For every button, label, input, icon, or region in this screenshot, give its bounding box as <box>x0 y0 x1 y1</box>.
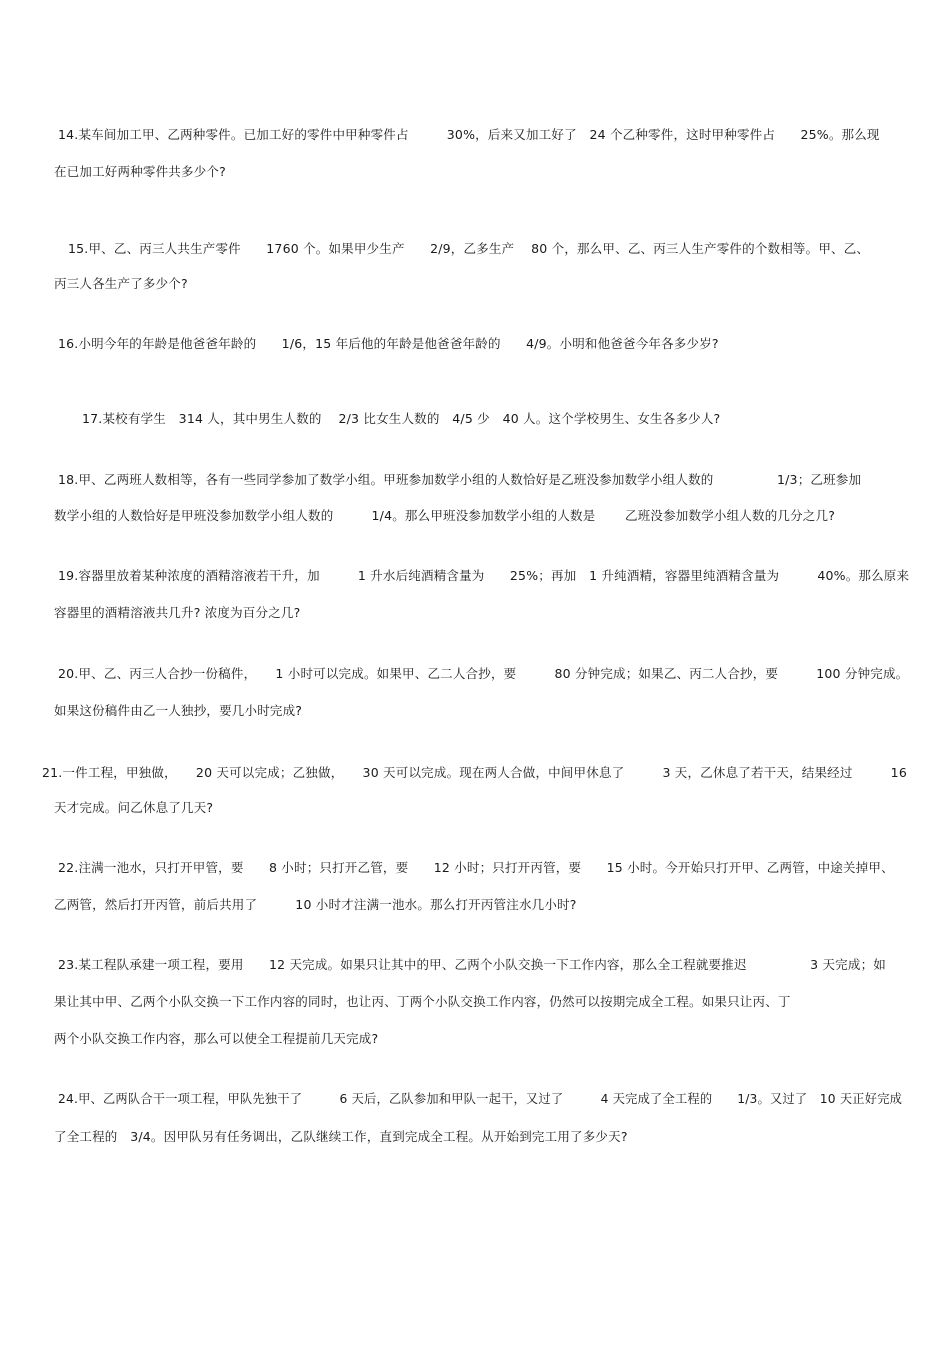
problem-19-line-2: 容器里的酒精溶液共几升? 浓度为百分之几? <box>54 605 301 620</box>
problem-18-line-2: 数学小组的人数恰好是甲班没参加数学小组人数的 1/4。那么甲班没参加数学小组的人数是 乙班没参加数学小组人数的几分之几? <box>54 508 836 523</box>
problem-15-line-1: 15.甲、乙、丙三人共生产零件 1760 个。如果甲少生产 2/9，乙多生产 80 个，那么甲、乙、丙三人生产零件的个数相等。甲、乙、 <box>68 241 870 256</box>
problem-14-line-1: 14.某车间加工甲、乙两种零件。已加工好的零件中甲种零件占 30%，后来又加工好了 24 个乙种零件，这时甲种零件占 25%。那么现 <box>58 127 880 142</box>
problem-23-line-1: 23.某工程队承建一项工程，要用 12 天完成。如果只让其中的甲、乙两个小队交换一下工作内容，那么全工程就要推迟 3 天完成；如 <box>58 957 886 972</box>
problem-20-line-1: 20.甲、乙、丙三人合抄一份稿件， 1 小时可以完成。如果甲、乙二人合抄，要 80 分钟完成；如果乙、丙二人合抄，要 100 分钟完成。 <box>58 666 909 681</box>
problem-21-line-1: 21.一件工程，甲独做， 20 天可以完成；乙独做， 30 天可以完成。现在两人合做，中间甲休息了 3 天，乙休息了若干天，结果经过 16 <box>42 765 907 780</box>
problem-22-line-1: 22.注满一池水，只打开甲管，要 8 小时；只打开乙管，要 12 小时；只打开丙管，要 15 小时。今开始只打开甲、乙两管，中途关掉甲、 <box>58 860 894 875</box>
problem-24-line-2: 了全工程的 3/4。因甲队另有任务调出，乙队继续工作，直到完成全工程。从开始到完工用了多少天? <box>54 1129 628 1144</box>
problem-19-line-1: 19.容器里放着某种浓度的酒精溶液若干升，加 1 升水后纯酒精含量为 25%；再加 1 升纯酒精，容器里纯酒精含量为 40%。那么原来 <box>58 568 910 583</box>
problem-22-line-2: 乙两管，然后打开丙管，前后共用了 10 小时才注满一池水。那么打开丙管注水几小时? <box>54 897 577 912</box>
problem-20-line-2: 如果这份稿件由乙一人独抄，要几小时完成? <box>54 703 303 718</box>
problem-24-line-1: 24.甲、乙两队合干一项工程，甲队先独干了 6 天后，乙队参加和甲队一起干，又过了 4 天完成了全工程的 1/3。又过了 10 天正好完成 <box>58 1092 903 1106</box>
problem-17-line-1: 17.某校有学生 314 人，其中男生人数的 2/3 比女生人数的 4/5 少 40 人。这个学校男生、女生各多少人? <box>82 411 721 426</box>
problem-23-line-2: 果让其中甲、乙两个小队交换一下工作内容的同时，也让丙、丁两个小队交换工作内容，仍然可以按期完成全工程。如果只让丙、丁 <box>54 994 791 1009</box>
problem-23-line-3: 两个小队交换工作内容，那么可以使全工程提前几天完成? <box>54 1031 379 1046</box>
problem-16-line-1: 16.小明今年的年龄是他爸爸年龄的 1/6，15 年后他的年龄是他爸爸年龄的 4/9。小明和他爸爸今年各多少岁? <box>58 336 719 351</box>
problem-15-line-2: 丙三人各生产了多少个? <box>54 276 188 291</box>
problem-14-line-2: 在已加工好两种零件共多少个? <box>54 164 226 179</box>
problem-21-line-2: 天才完成。问乙休息了几天? <box>54 800 214 815</box>
problem-18-line-1: 18.甲、乙两班人数相等，各有一些同学参加了数学小组。甲班参加数学小组的人数恰好是乙班没参加数学小组人数的 1/3；乙班参加 <box>58 472 862 487</box>
